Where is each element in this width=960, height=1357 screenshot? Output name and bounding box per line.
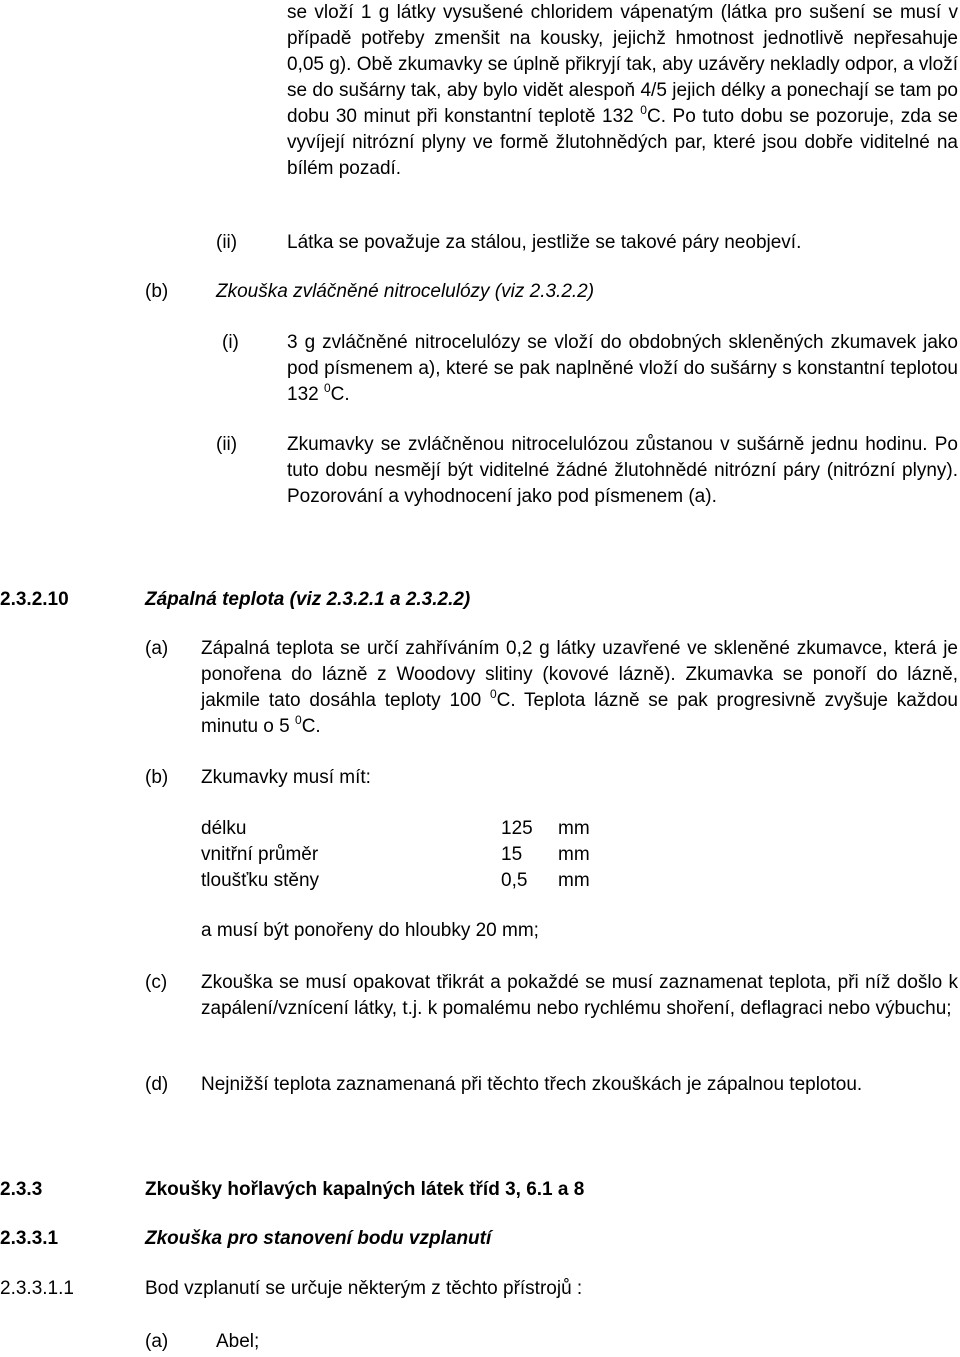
item-label: (a) (145, 1331, 169, 1352)
degree-superscript: 0 (489, 686, 497, 701)
section-heading: Zkouška zvláčněné nitrocelulózy (viz 2.3.2.2) (216, 281, 595, 302)
item-text-part: C. (301, 716, 321, 737)
section-title: Zkouška pro stanovení bodu vzplanutí (145, 1228, 492, 1249)
item-text: Zkumavky musí mít: (201, 767, 371, 788)
section-title: Zkoušky hořlavých kapalných látek tříd 3, 6.1 a 8 (145, 1179, 585, 1200)
item-label: (ii) (216, 232, 238, 253)
item-text: Zkumavky se zvláčněnou nitrocelulózou zůstanou v sušárně jednu hodinu. Po tuto dobu nesmějí být viditelné žádné žlutohnědé nitrózní páry (nitrózní plyny). Pozorování a vyhodnocení jako pod písmenem (a). (287, 434, 958, 507)
item-label: (c) (145, 972, 168, 993)
item-text: Nejnižší teplota zaznamenaná při těchto třech zkouškách je zápalnou teplotou. (201, 1074, 863, 1095)
continuation-paragraph (287, 0, 958, 182)
section-number: 2.3.3 (0, 1179, 43, 1200)
dimension-unit: mm (558, 818, 590, 839)
dimension-unit: mm (558, 870, 590, 891)
degree-superscript: 0 (295, 712, 302, 727)
paragraph-text: se vloží 1 g látky vysušené chloridem vápenatým (látka pro sušení se musí v případě potřeby zmenšit na kousky, jejichž hmotnost jednotlivě nepřesahuje 0,05 g). (287, 2, 958, 75)
item-text-part: C. Teplota lázně se pak progresivně zvyšuje každou minutu o 5 (201, 690, 958, 737)
section-label: (b) (145, 281, 169, 302)
item-text: Abel; (216, 1331, 260, 1352)
section-text: Bod vzplanutí se určuje některým z těchto přístrojů : (145, 1278, 583, 1299)
paragraph-text: C. Po tuto dobu se pozoruje, zda se vyvíjejí nitrózní plyny ve formě žlutohnědých par, které jsou dobře viditelné na bílém pozadí. (287, 106, 958, 179)
dimension-name: délku (201, 818, 247, 839)
item-label: (i) (222, 332, 239, 353)
item-label: (ii) (216, 434, 238, 455)
item-label: (d) (145, 1074, 169, 1095)
item-text: a musí být ponořeny do hloubky 20 mm; (201, 920, 539, 941)
dimension-value: 15 (501, 844, 523, 865)
item-text-part: Zápalná teplota se určí zahříváním 0,2 g látky uzavřené ve skleněné zkumavce, která je ponořena do lázně z Woodovy slitiny (kovové lázně). Zkumavka se ponoří do lázně, jakmile tato dosáhla teploty 100 (201, 638, 958, 711)
paragraph-text: Obě zkumavky se úplně přikryjí tak, aby uzávěry nekladly odpor, a vloží se do sušárny tak, aby bylo vidět alespoň 4/5 jejich délky a ponechají se tam po dobu 30 minut při konstantní teplotě 132 (287, 54, 958, 127)
item-text-part: 3 g zvláčněné nitrocelulózy se vloží do obdobných skleněných zkumavek jako pod písmenem a), které se pak naplněné vloží do sušárny s konstantní teplotou 132 (287, 332, 958, 405)
item-text-part: C. (330, 384, 350, 405)
dimension-name: tloušťku stěny (201, 870, 320, 891)
item-label: (b) (145, 767, 169, 788)
dimension-name: vnitřní průměr (201, 844, 319, 865)
dimension-unit: mm (558, 844, 590, 865)
item-text (287, 330, 958, 408)
item-label: (a) (145, 638, 169, 659)
item-text (201, 636, 958, 740)
section-number: 2.3.3.1.1 (0, 1278, 74, 1299)
section-number: 2.3.2.10 (0, 589, 69, 610)
item-text: Látka se považuje za stálou, jestliže se takové páry neobjeví. (287, 232, 802, 253)
section-title: Zápalná teplota (viz 2.3.2.1 a 2.3.2.2) (145, 589, 471, 610)
degree-superscript: 0 (640, 102, 647, 117)
degree-superscript: 0 (323, 380, 331, 395)
section-number: 2.3.3.1 (0, 1228, 59, 1249)
dimension-value: 0,5 (501, 870, 528, 891)
item-text: Zkouška se musí opakovat třikrát a pokaždé se musí zaznamenat teplota, při níž došlo k zapálení/vznícení látky, t.j. k pomalému nebo rychlému shoření, deflagraci nebo výbuchu; (201, 972, 958, 1019)
dimension-value: 125 (501, 818, 533, 839)
